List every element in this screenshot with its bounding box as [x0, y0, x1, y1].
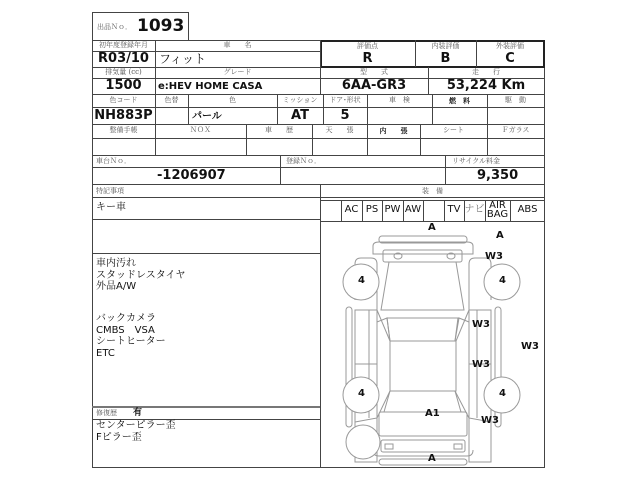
- mark-right-rear-quarter: W3: [481, 415, 499, 426]
- fuel-label: 燃 料: [449, 96, 470, 105]
- reg-year-label: 初年度登録年月: [99, 41, 148, 49]
- displacement-value: 1500: [105, 78, 142, 93]
- color-code-value: NH883P: [94, 108, 153, 123]
- mileage-label: 走 行: [472, 68, 500, 76]
- remarks-1: 車内汚れ スタッドレスタイヤ 外品A/W: [96, 258, 186, 292]
- transmission-value: AT: [291, 108, 309, 123]
- mark-front-right: A: [496, 230, 504, 241]
- repair-notes: センターピラー歪 Fピラー歪: [96, 420, 176, 443]
- chassis-label: 車台Ｎｏ．: [96, 157, 131, 165]
- seat-label: シート: [443, 126, 464, 134]
- rear-bumper-lower: [373, 450, 473, 456]
- mark-tire-front-right: 4: [499, 275, 506, 286]
- recycle-label: リサイクル料金: [452, 157, 501, 165]
- chassis-value: -1206907: [157, 168, 226, 183]
- interior-value: B: [440, 51, 451, 66]
- windshield: [387, 318, 458, 341]
- equipment-item-aw: AW: [404, 204, 422, 215]
- mark-tire-rear-right: 4: [499, 388, 506, 399]
- lot-number-label: 出品Ｎｏ．: [97, 23, 132, 31]
- car-name-value: フィット: [159, 52, 207, 66]
- interior-label: 内装評価: [431, 42, 460, 50]
- mark-right-side: W3: [521, 341, 539, 352]
- equipment-item-ps: PS: [365, 204, 379, 215]
- recycle-value: 9,350: [477, 168, 519, 183]
- exterior-label: 外装評価: [496, 42, 524, 50]
- mark-right-rear-door: W3: [472, 359, 490, 370]
- f-glass-label: Ｆガラス: [501, 126, 530, 134]
- transmission-label: ミッション: [282, 96, 318, 104]
- equipment-item-tv: TV: [447, 204, 461, 215]
- nox-label: ＮＯＸ: [190, 126, 211, 134]
- rear-hatch: [379, 412, 467, 436]
- grade-value: e:HEV HOME CASA: [158, 81, 263, 92]
- mark-right-front-door: W3: [472, 319, 490, 330]
- doors-label: ドア･形状: [329, 96, 361, 104]
- grade-label: グレード: [223, 68, 252, 76]
- color-code-label: 色コード: [109, 96, 138, 104]
- displacement-label: 排気量 (cc): [105, 68, 142, 76]
- lot-number-box: [92, 12, 189, 41]
- car-damage-diagram: [321, 222, 544, 467]
- rear-lights: [381, 440, 465, 452]
- front-lights: [383, 250, 462, 262]
- key-note: キー車: [96, 202, 126, 213]
- drive-label: 駆 動: [505, 96, 526, 104]
- color-value: パール: [192, 111, 222, 122]
- roof: [390, 341, 456, 391]
- mark-right-front-fender: W3: [485, 251, 503, 262]
- front-grille: [373, 242, 473, 254]
- remarks-2: バックカメラ CMBS VSA シートヒーター ETC: [96, 313, 166, 359]
- interior-trim-label: 内 張: [379, 126, 408, 135]
- equipment-item-abs: ABS: [517, 204, 538, 215]
- roof-label: 天 張: [325, 126, 354, 134]
- doors-value: 5: [340, 108, 350, 123]
- repair-history-value: 有: [133, 408, 143, 418]
- inspection-label: 車 検: [389, 96, 410, 104]
- spare-tire: [346, 425, 380, 459]
- rear-window: [384, 391, 461, 412]
- model-label: 型 式: [360, 68, 388, 76]
- equipment-item-navi: ナビ: [464, 204, 485, 215]
- score-value: R: [362, 51, 373, 66]
- car-name-label: 車 名: [223, 41, 252, 49]
- mark-tire-rear-left: 4: [358, 388, 365, 399]
- equipment-item-ac: AC: [344, 204, 359, 215]
- equipment-row: [320, 200, 545, 221]
- equipment-item-airbag: AIR BAG: [486, 200, 509, 220]
- registration-label: 登録Ｎｏ．: [286, 157, 321, 165]
- reg-year-value: R03/10: [98, 51, 149, 66]
- equipment-label: 装 備: [422, 187, 443, 195]
- model-value: 6AA-GR3: [341, 78, 407, 93]
- lot-number: 1093: [137, 16, 185, 36]
- score-label: 評価点: [357, 42, 378, 50]
- mark-tire-front-left: 4: [358, 275, 365, 286]
- exterior-value: C: [505, 51, 515, 66]
- mark-front-bumper: A: [428, 222, 436, 233]
- notes-section-label: 特記事項: [96, 187, 124, 195]
- color-label: 色: [229, 96, 236, 104]
- maintenance-label: 整備手帳: [109, 126, 138, 134]
- mileage-value: 53,224 Km: [446, 78, 526, 93]
- history-label: 車 歴: [265, 126, 293, 134]
- mark-rear-bumper: A: [428, 453, 436, 464]
- hood: [381, 262, 464, 310]
- mark-rear-hatch: A1: [425, 408, 440, 419]
- equipment-item-pw: PW: [384, 204, 401, 215]
- color-change-label: 色替: [164, 96, 179, 104]
- repair-history-label: 修復歴: [96, 409, 117, 417]
